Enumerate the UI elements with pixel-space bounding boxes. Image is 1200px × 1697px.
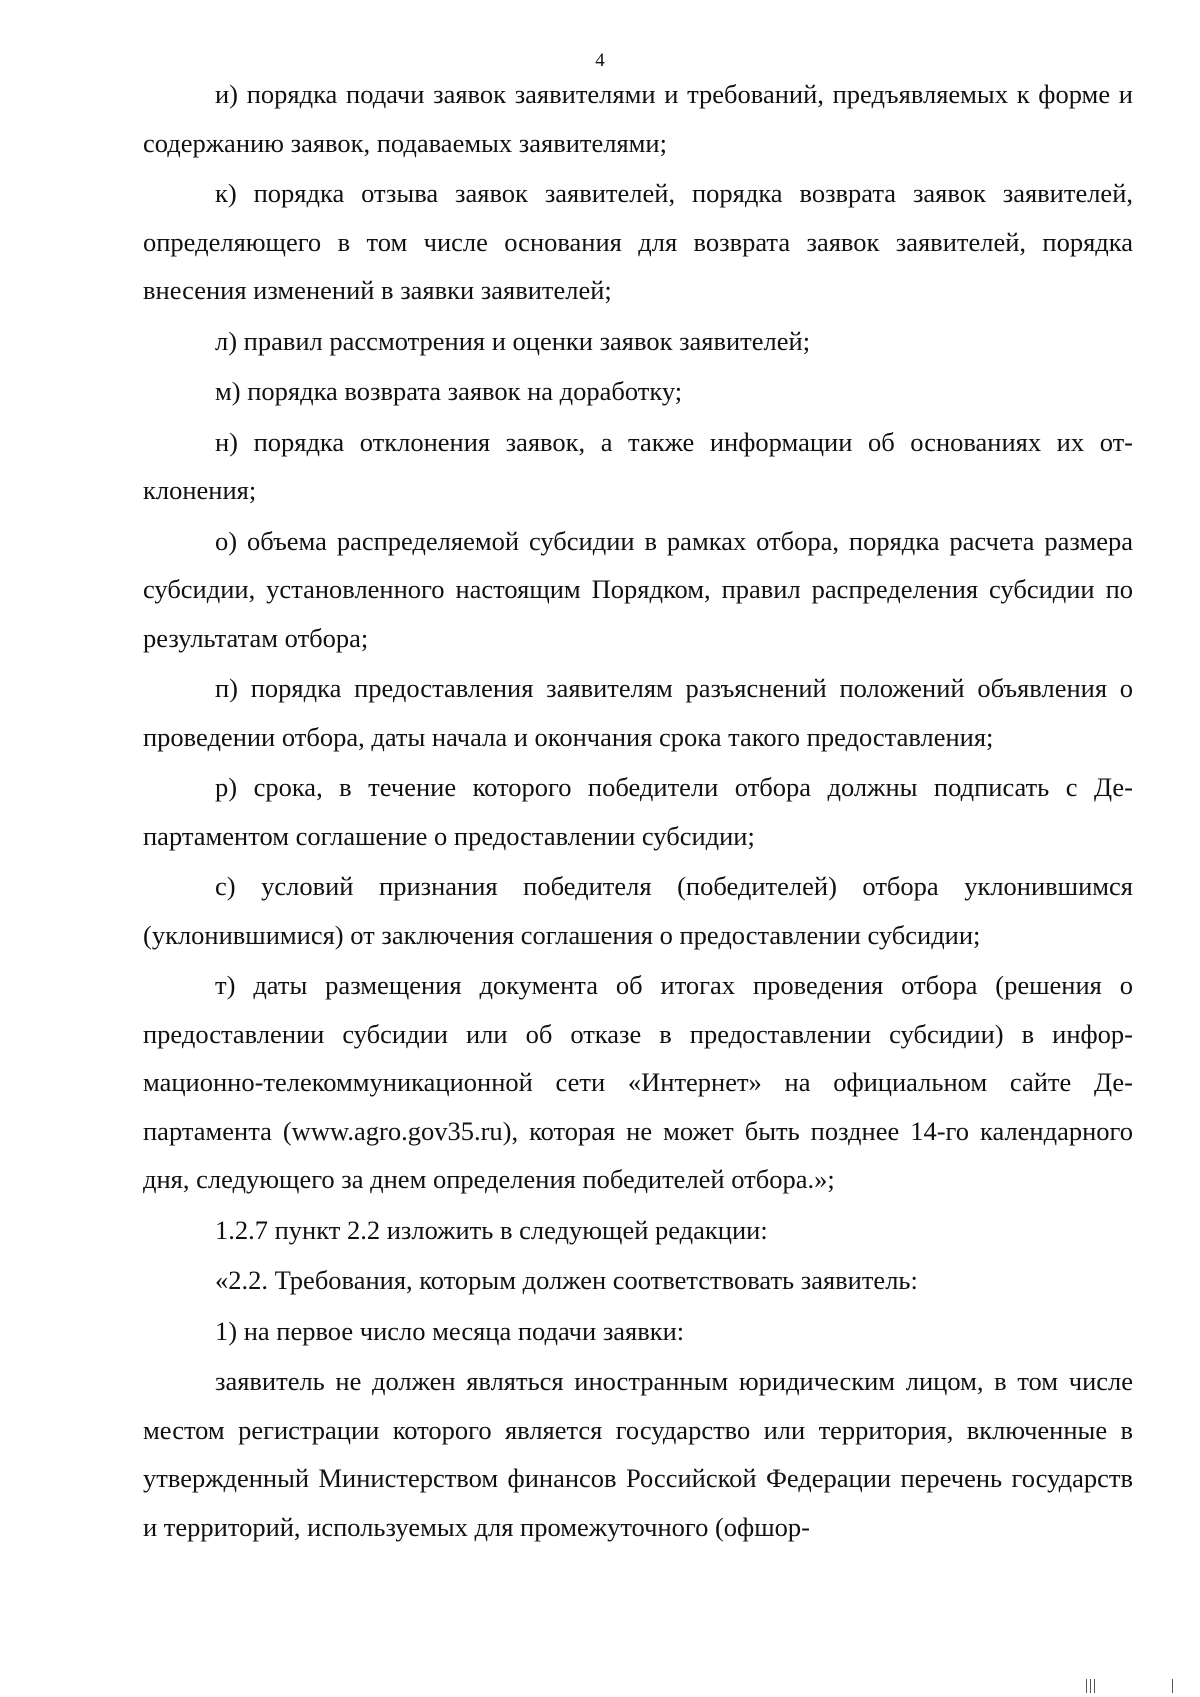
paragraph-item-m: м) порядка возврата заявок на доработку;	[215, 376, 683, 406]
paragraph-item-k: к) порядка отзыва заявок заявителей, порядка возврата заявок заявителей, определяющего в том числе основания для возврата заявок заявителей, порядка внесения изменений в заявки заявителей;	[143, 178, 1133, 305]
page-number: 4	[595, 50, 605, 71]
paragraph-item-l: л) правил рассмотрения и оценки заявок заявителей;	[215, 325, 811, 356]
paragraph-item-i: и) порядка подачи заявок заявителями и требований, предъявляемых к форме и содержанию заявок, подаваемых заявителями;	[143, 79, 1133, 158]
document-body	[143, 70, 1133, 1551]
scan-artifact	[1094, 1679, 1095, 1693]
scan-artifact	[1086, 1679, 1087, 1693]
paragraph-item-r: р) срока, в течение которого победители отбора должны подписать с Департаментом соглашение о предоставлении субсидии;	[143, 772, 1133, 851]
paragraph-section-2-2-heading: «2.2. Требования, которым должен соответствовать заявитель:	[215, 1265, 918, 1295]
paragraph-foreign-entity: заявитель не должен являться иностранным юридическим лицом, в том числе местом регистрации которого является государство или территория, включенные в утвержденный Министерством финансов Российской Федерации перечень государств и территорий, используемых для промежуточного (офшор-	[143, 1366, 1133, 1542]
paragraph-item-n: н) порядка отклонения заявок, а также информации об основаниях их отклонения;	[143, 426, 1133, 505]
paragraph-amendment-1-2-7: 1.2.7 пункт 2.2 изложить в следующей редакции:	[215, 1214, 768, 1245]
scan-artifact	[1090, 1679, 1091, 1693]
paragraph-item-s: с) условий признания победителя (победителей) отбора уклонившимся (уклонившимися) от заключения соглашения о предоставлении субсидии;	[143, 871, 1133, 950]
scan-artifact	[1172, 1679, 1173, 1693]
paragraph-item-t: т) даты размещения документа об итогах проведения отбора (решения о предоставлении субсидии или об отказе в предоставлении субсидии) в информационно-телекоммуникационной сети «Интернет» на официальном сайте Департамента (www.agro.gov35.ru), которая не может быть позднее 14-го календарного дня, следующего за днем определения победителей отбора.»;	[143, 970, 1133, 1194]
paragraph-requirement-1: 1) на первое число месяца подачи заявки:	[215, 1315, 685, 1346]
paragraph-item-p: п) порядка предоставления заявителям разъяснений положений объявления о проведении отбора, даты начала и окончания срока такого предоставления;	[143, 673, 1133, 752]
paragraph-item-o: о) объема распределяемой субсидии в рамках отбора, порядка расчета размера субсидии, установленного настоящим Порядком, правил распределения субсидии по результатам отбора;	[143, 525, 1133, 653]
